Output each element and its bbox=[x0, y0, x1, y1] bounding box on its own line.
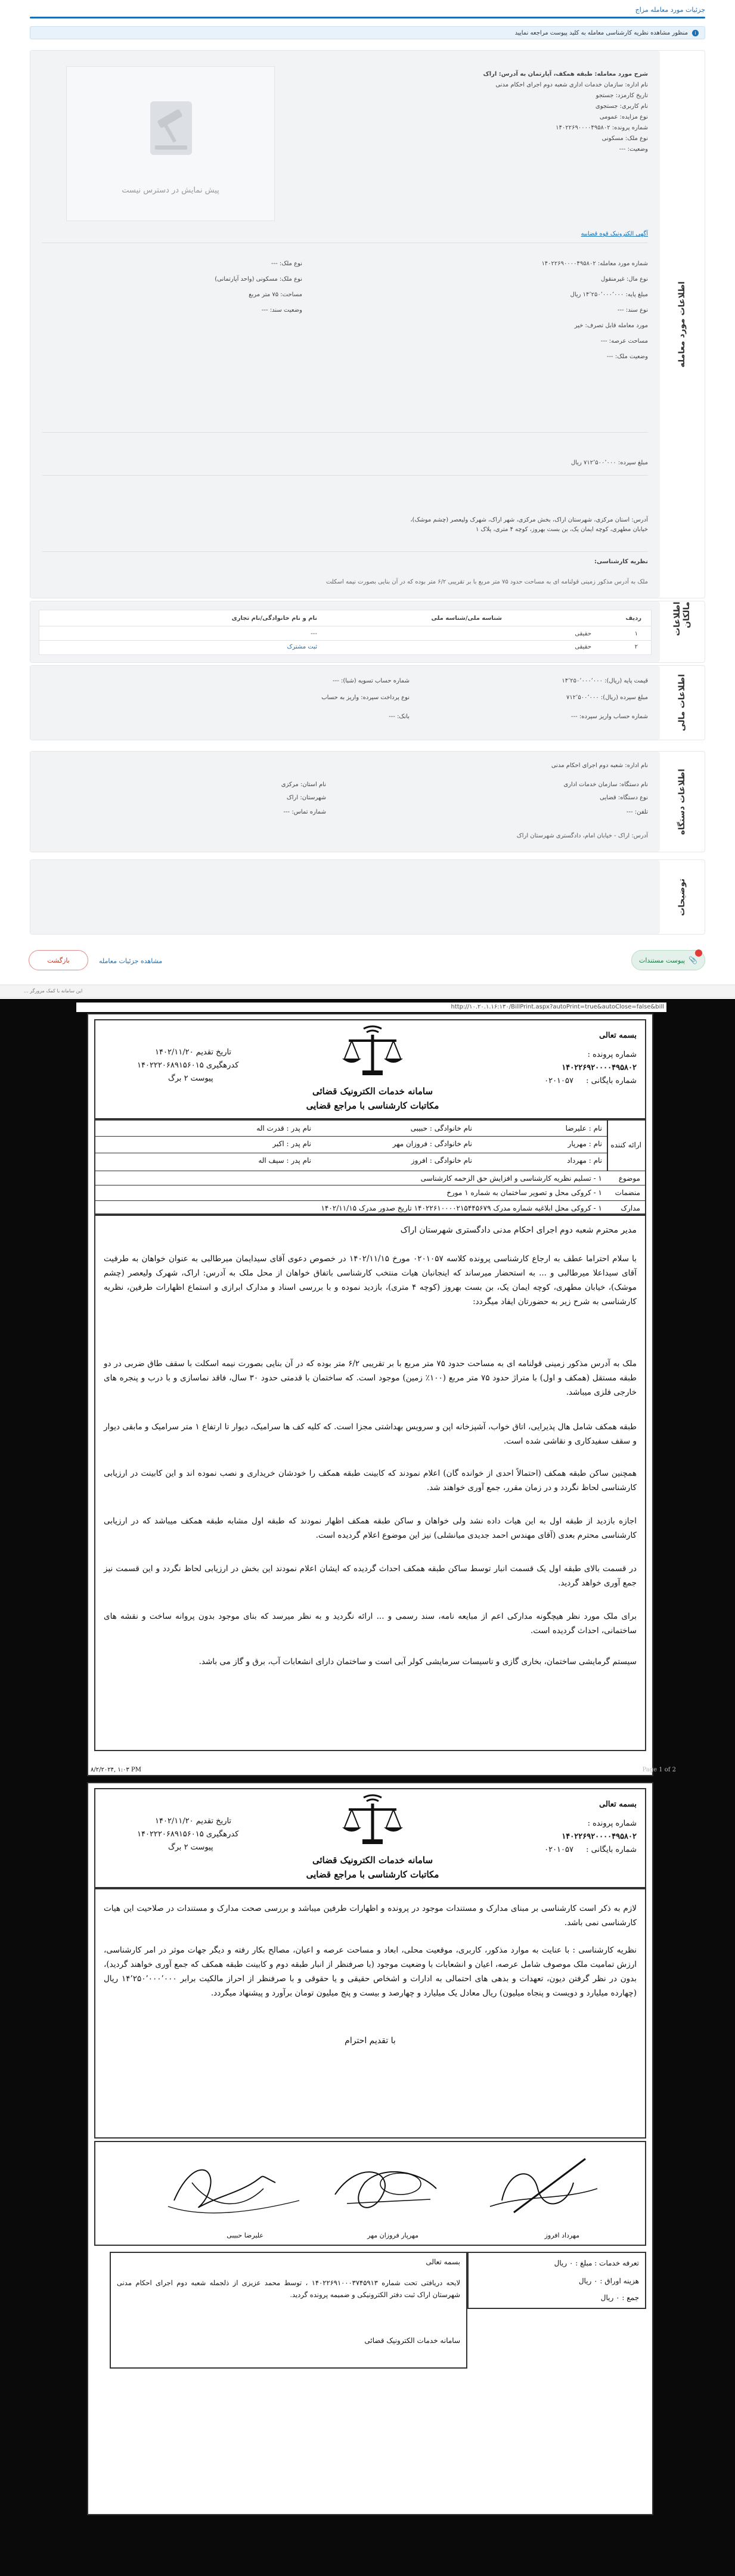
notice-text: منظور مشاهده نظریه کارشناسی معامله به کلید پیوست مراجعه نمایید bbox=[514, 30, 688, 36]
applicant-name: نام : علیرضا bbox=[565, 1124, 602, 1132]
case-number-label: شماره پرونده : bbox=[587, 1050, 637, 1059]
print-url: http://۱۰.۲۰.۱.۱۶:۱۳۰/BillPrint.aspx?autoPrint=true&autoClose=false&bill bbox=[451, 1004, 664, 1010]
trade-field: مساحت عرصه: --- bbox=[600, 338, 648, 344]
device-panel bbox=[30, 751, 705, 852]
signature-image bbox=[311, 2147, 466, 2224]
image-unavailable-text: پیش نمایش در دسترس نیست bbox=[122, 186, 219, 195]
summary-title: شرح مورد معامله: طبقه همکف، آپارتمان به آدرس: اراک bbox=[483, 71, 648, 77]
body-box-2 bbox=[94, 1888, 646, 2139]
tracking-code: کدرهگیری ۱۴۰۲۲۲۰۶۸۹۱۵۶۰۱۵ bbox=[137, 1830, 239, 1839]
attachment-badge-icon bbox=[695, 949, 702, 957]
device-address: آدرس: اراک - خیابان امام، دادگستری شهرستان اراک bbox=[516, 833, 648, 839]
trade-info-panel bbox=[30, 50, 705, 598]
body-paragraph: در قسمت بالای طبقه اول یک قسمت انبار توسط ساکن طبقه همکف احداث گردیده که ایشان اعلام نمودند این بخش در ارزیابی لحاظ نگردد و این قسمت نیز جمع آوری خواهد گردید. bbox=[104, 1564, 637, 1588]
trade-field: شماره مورد معامله: ۱۴۰۲۲۶۹۰۰۰۰۴۹۵۸۰۲ bbox=[541, 260, 648, 267]
trade-field: مساحت: ۷۵ متر مربع bbox=[249, 291, 302, 298]
signatures-box bbox=[94, 2141, 646, 2246]
owners-cell: ۲ bbox=[634, 644, 638, 650]
expert-label: نظریه کارشناسی: bbox=[594, 558, 648, 565]
trade-field: نوع ملک: --- bbox=[271, 260, 302, 267]
signer-name: مهرداد افروز bbox=[544, 2232, 579, 2239]
fee-line: تعرفه خدمات : مبلغ : ۰ ریال bbox=[554, 2259, 639, 2267]
docs-text: ۱ - کروکی محل ابلاغیه شماره مدرک ۱۴۰۲۲۶۱۰۰۰۰۲۱۵۴۴۵۶۷۹ تاریخ صدور مدرک ۱۴۰۲/۱۱/۱۵ bbox=[321, 1204, 602, 1212]
trade-info-body bbox=[30, 51, 660, 598]
applicant-father: نام پدر : سیف اله bbox=[258, 1156, 311, 1165]
summary-line: شماره پرونده: ۱۴۰۲۲۶۹۰۰۰۰۴۹۵۸۰۲ bbox=[556, 125, 648, 131]
org-name: سامانه خدمات الکترونیک قضائی bbox=[312, 1086, 433, 1097]
page-timestamp: ۸/۲/۲۰۲۴, ۱:۰۳ PM bbox=[91, 1767, 141, 1773]
fee-line: هزینه اوراق : ۰ ریال bbox=[578, 2277, 639, 2285]
owners-link[interactable]: ثبت مشترک bbox=[287, 644, 317, 650]
docs-label: مدارک bbox=[621, 1204, 640, 1212]
body-paragraph: لازم به ذکر است کارشناسی بر مبنای مدارک و مستندات موجود در پرونده و اظهارات طرفین میباشد و بررسی صحت مدارک و مستندات در صلاحیت این هیات کارشناسی نمی باشد. bbox=[104, 1904, 637, 1928]
device-field: شهرستان: اراک bbox=[286, 794, 326, 801]
owners-cell: حقیقی bbox=[575, 644, 591, 650]
body-paragraph: ملک به آدرس مذکور زمینی قولنامه ای به مساحت حدود ۷۵ متر مربع با بر تقریبی ۶/۲ متر بوده که در آن بنایی بصورت نیمه اسکلت با سقف طاق ضربی در دو طبقه مستقل (همکف و اول) با متراژ حدود ۷۵ متر مربع (۱۰۰٪ زمین) موجود است. که ساختمان با قدمتی حدود ۳۰ سال، فاقد نماسازی و با درب و پنجره های خارجی فلزی میباشد. bbox=[104, 1359, 637, 1397]
applicant-family: نام خانوادگی : فروزان مهر bbox=[392, 1140, 472, 1148]
document-page-2 bbox=[87, 1782, 653, 2515]
scales-of-justice-icon bbox=[340, 1793, 405, 1846]
archive-label: شماره بایگانی : bbox=[586, 1076, 637, 1085]
applicant-name: نام : مهرپار bbox=[567, 1140, 602, 1148]
applicant-family: نام خانوادگی : حبیبی bbox=[410, 1124, 472, 1132]
body-box-1 bbox=[94, 1215, 646, 1751]
receipt-basmala: بسمه تعالی bbox=[426, 2258, 460, 2266]
finance-field: قیمت پایه (ریال): ۱۴٬۲۵۰٬۰۰۰٬۰۰۰ bbox=[562, 678, 648, 684]
applicants-box bbox=[94, 1119, 646, 1215]
finance-field: مبلغ سپرده (ریال): ۷۱۲٬۵۰۰٬۰۰۰ bbox=[566, 694, 648, 701]
submit-date: تاریخ تقدیم ۱۴۰۲/۱۱/۲۰ bbox=[155, 1048, 232, 1057]
browser-strip bbox=[0, 985, 735, 998]
finance-field: نوع پرداخت سپرده: واریز به حساب bbox=[321, 694, 410, 701]
attachments-label: منضمات bbox=[615, 1188, 640, 1197]
basmala: بسمه تعالی bbox=[599, 1800, 637, 1809]
org-name: سامانه خدمات الکترونیک قضائی bbox=[312, 1855, 433, 1866]
device-field: تلفن: --- bbox=[626, 809, 648, 815]
trade-field: وضعیت سند: --- bbox=[261, 307, 302, 314]
description-panel bbox=[30, 859, 705, 935]
owners-cell: حقیقی bbox=[575, 631, 591, 637]
finance-field: بانک: --- bbox=[389, 713, 410, 720]
device-field: نام استان: مرکزی bbox=[281, 781, 326, 788]
print-url-header bbox=[76, 1003, 666, 1012]
body-paragraph: برای ملک مورد نظر هیچگونه مدارکی اعم از مبایعه نامه، سند رسمی و ... ارائه نگردید و به نظر میرسد که بنای موجود بدون پروانه ساخت و نقشه های ساختمانی، احداث گردیده است. bbox=[104, 1612, 637, 1635]
device-field: نوع دستگاه: قضایی bbox=[600, 794, 648, 801]
scales-of-justice-icon bbox=[340, 1024, 405, 1078]
submit-date: تاریخ تقدیم ۱۴۰۲/۱۱/۲۰ bbox=[155, 1817, 232, 1826]
body-paragraph: نظریه کارشناسی : با عنایت به موارد مذکور، کاربری، موقعیت محلی، ابعاد و مساحت عرصه و اعیان، مصالح بکار رفته و دیگر جهات موثر در امر کارشناسی، ارزش تمامیت ملک موصوف شامل عرصه، اعیان و انشعابات با وضعیت موجود (با صرفنظر از انبار طبقه دوم و کابینت طبقه همکف که جمع آوری خواهند گردید)، بدون در نظر گرفتن دیون، تعهدات و بدهی های احتمالی به ادارات و اشخاص حقیقی و یا حقوقی و با صرفنظر از احراز مالکیت برابر ۱۴٬۲۵۰٬۰۰۰٬۰۰۰ ریال (چهارده میلیارد و دویست و پنجاه میلیون) ریال معادل یک میلیارد و چهارصد و بیست و پنج میلیون تومان برآورد و پیشنهاد میگردد. bbox=[104, 1945, 637, 1998]
device-field: نام اداره: شعبه دوم اجرای احکام مدنی bbox=[551, 762, 648, 769]
summary-subtitle: نام اداره: سازمان خدمات اداری شعبه دوم اجرای احکام مدنی bbox=[495, 82, 648, 88]
org-subtitle: مکاتبات کارشناسی با مراجع قضایی bbox=[306, 1100, 439, 1111]
owners-body bbox=[30, 601, 660, 662]
trade-field: نوع مال: غیرمنقول bbox=[601, 276, 648, 283]
summary-line: نام کاربری: جستجوی bbox=[595, 103, 648, 110]
browser-strip-text: این سامانه با کمک مرورگر ... bbox=[24, 988, 83, 994]
subject-label: موضوع bbox=[618, 1174, 640, 1183]
summary-line: نوع مزایده: عمومی bbox=[599, 114, 648, 120]
owners-label: اطلاعات مالکان bbox=[672, 601, 691, 636]
applicant-father: نام پدر : اکبر bbox=[272, 1140, 311, 1148]
deposit-field: مبلغ سپرده: ۷۱۲٬۵۰۰٬۰۰۰ ریال bbox=[570, 460, 648, 466]
device-body bbox=[30, 752, 660, 852]
addressee: مدیر محترم شعبه دوم اجرای احکام مدنی دادگستری شهرستان اراک bbox=[400, 1225, 637, 1235]
signature-image bbox=[156, 2147, 311, 2224]
attachments-text: ۱ - کروکی محل و تصویر ساختمان به شماره ۱ مورخ bbox=[446, 1188, 602, 1197]
summary-line: وضعیت: --- bbox=[619, 146, 648, 153]
finance-field: شماره حساب واریز سپرده: --- bbox=[570, 713, 648, 720]
applicant-label: ارائه کننده bbox=[610, 1141, 641, 1149]
info-icon: i bbox=[692, 30, 699, 36]
applicant-family: نام خانوادگی : افروز bbox=[411, 1156, 472, 1165]
trade-field: وضعیت ملک: --- bbox=[606, 353, 648, 360]
attachment-count: پیوست ۲ برگ bbox=[168, 1843, 213, 1852]
subject-text: ۱ - تسلیم نظریه کارشناسی و افزایش حق الزحمه کارشناسی bbox=[420, 1174, 602, 1183]
divider bbox=[42, 475, 648, 476]
closing-line: با تقدیم احترام bbox=[345, 2036, 396, 2046]
device-label: اطلاعات دستگاه bbox=[677, 768, 687, 835]
applicant-name: نام : مهرداد bbox=[567, 1156, 602, 1165]
attachments-button[interactable]: 📎 پیوست مستندات bbox=[631, 950, 705, 970]
notice-bar bbox=[30, 26, 705, 39]
attachment-count: پیوست ۲ برگ bbox=[168, 1074, 213, 1083]
document-page-1 bbox=[87, 1013, 676, 1776]
body-paragraph: با سلام احتراما عطف به ارجاع کارشناسی پرونده کلاسه ۰۲۰۱۰۵۷ مورخ ۱۴۰۲/۱۱/۱۵ در خصوص دعوی آقای سیدایمان میرطالبی به عنوان خواهان به طرفیت آقای سیداعلا میرطالبی و ... به استحضار میرساند که اینجانبان هیات منتخب کارشناسی باتفاق خواهان از محل ملک به آدرس: اراک، شهرک ولیعصر (چشم موشک)، خیابان مطهری، کوچه ایمان یک، بن بست بهروز (کوچه ۴ متری)، بازدید نموده و با بررسی اسناد و مدارک ابرازی و استماع اظهارات طرفین، نظریه کارشناسی به شرح زیر به حضورتان ایفاد میگردد: bbox=[104, 1254, 637, 1306]
breadcrumb[interactable]: جزئیات مورد معامله مزاج bbox=[635, 6, 705, 14]
description-body bbox=[30, 860, 660, 934]
receipt-org: سامانه خدمات الکترونیک قضائی bbox=[364, 2336, 460, 2345]
fees-box bbox=[467, 2252, 646, 2309]
case-number: ۱۴۰۲۲۶۹۲۰۰۰۰۴۹۵۸۰۲ bbox=[562, 1832, 637, 1841]
applicants-col-label bbox=[607, 1121, 645, 1171]
fee-line: جمع : ۰ ریال bbox=[600, 2293, 639, 2302]
basmala: بسمه تعالی bbox=[599, 1031, 637, 1040]
receipt-text: لایحه دریافتی تحت شماره ۱۴۰۲۲۶۹۱۰۰۰۳۷۴۵۹۱۳ ، توسط محمد عزیزی از ذلجمله شعبه دوم اجرای احکام مدنی شهرستان اراک ثبت دفتر الکترونیکی و ضمیمه پرونده گردید. bbox=[117, 2279, 460, 2299]
device-field: شماره تماس: --- bbox=[283, 809, 326, 815]
page-marker: Page 1 of 2 bbox=[642, 1767, 676, 1773]
owners-col-header: شناسه ملی/شناسه ملی bbox=[431, 615, 502, 622]
body-paragraph: سیستم گرمایشی ساختمان، بخاری گازی و تاسیسات سرمایشی کولر آبی است و ساختمان دارای انشعابات آب، برق و گاز می باشد. bbox=[199, 1657, 637, 1666]
divider bbox=[39, 640, 651, 641]
divider bbox=[95, 1200, 645, 1201]
paperclip-icon: 📎 bbox=[689, 956, 698, 964]
trade-field: نوع سند: --- bbox=[617, 307, 648, 314]
gavel-icon bbox=[144, 97, 198, 162]
owners-panel bbox=[30, 601, 705, 663]
trade-field: مورد معامله قابل تصرف: خیر bbox=[574, 322, 648, 329]
signer-name: مهرپار فروزان مهر bbox=[367, 2232, 418, 2239]
tracking-code: کدرهگیری ۱۴۰۲۲۲۰۶۸۹۱۵۶۰۱۵ bbox=[137, 1061, 239, 1070]
owners-table bbox=[39, 610, 652, 655]
org-subtitle: مکاتبات کارشناسی با مراجع قضایی bbox=[306, 1869, 439, 1880]
applicant-father: نام پدر : قدرت اله bbox=[256, 1124, 311, 1132]
receipt-box bbox=[110, 2252, 467, 2369]
summary-image-placeholder bbox=[66, 66, 275, 221]
view-details-link[interactable]: مشاهده جزئیات معامله bbox=[99, 957, 163, 965]
page-header bbox=[0, 0, 735, 15]
trade-info-label: اطلاعات مورد معامله bbox=[677, 281, 687, 368]
signature-image bbox=[466, 2147, 621, 2224]
description-label: توضیحات bbox=[677, 878, 687, 916]
archive-label: شماره بایگانی : bbox=[586, 1845, 637, 1854]
owners-col-header: نام و نام خانوادگی/نام تجاری bbox=[231, 615, 317, 622]
body-paragraph: همچنین ساکن طبقه همکف (احتمالاً احدی از خوانده گان) اعلام نمودند که کابینت طبقه همکف را خودشان خریداری و نصب نموده اند و این کابینت در ارزیابی کارشناسی لحاظ نگردد و در زمان مقرر، جمع آوری خواهند شد. bbox=[104, 1469, 637, 1492]
owners-cell: ۱ bbox=[634, 631, 638, 637]
case-number: ۱۴۰۲۲۶۹۲۰۰۰۰۴۹۵۸۰۲ bbox=[562, 1063, 637, 1072]
finance-panel bbox=[30, 665, 705, 740]
archive-number: ۰۲۰۱۰۵۷ bbox=[544, 1845, 573, 1854]
address-field: آدرس: استان مرکزی، شهرستان اراک، بخش مرکزی، شهر اراک، شهرک ولیعصر (چشم موشک)، خیابان مطهری، کوچه ایمان یک، بن بست بهروز، کوچه ۴ متری، پلاک ۱ bbox=[410, 517, 648, 533]
signer-name: علیرضا حبیبی bbox=[227, 2232, 263, 2239]
body-paragraph: طبقه همکف شامل هال پذیرایی، اتاق خواب، آشپزخانه اپن و سرویس بهداشتی مجزا است. که کلیه کف ها سرامیک، دیوار تا ارتفاع ۱ متر سرامیک و مابقی دیوار و سقف سفیدکاری و نقاشی شده است. bbox=[104, 1422, 637, 1446]
trade-field: نوع ملک: مسکونی (واحد آپارتمانی) bbox=[215, 276, 302, 283]
doc-header-box bbox=[94, 1019, 646, 1119]
summary-line: نوع ملک: مسکونی bbox=[601, 135, 648, 142]
body-paragraph: اجازه بازدید از طبقه اول به این هیات داده نشد ولی خواهان و ساکن طبقه همکف اظهار نمودند که طبقه اول مشابه طبقه همکف میباشد که در ارزیابی کارشناسی محترم بعدی (آقای مهندس احمد جدیدی میانشلی) نیز این موضوع اعلام گردیده است. bbox=[104, 1516, 637, 1540]
summary-line: تاریخ کارمزد: جستجو bbox=[596, 92, 648, 99]
owners-cell: --- bbox=[311, 631, 317, 637]
owners-col-header: ردیف bbox=[625, 615, 641, 622]
judiciary-ad-link[interactable]: آگهی الکترونیک قوه قضاییه bbox=[581, 231, 648, 237]
device-field: نام دستگاه: سازمان خدمات اداری bbox=[563, 781, 648, 788]
doc-header-box-2 bbox=[94, 1788, 646, 1888]
divider bbox=[95, 1136, 607, 1137]
divider bbox=[42, 432, 648, 433]
trade-field: مبلغ پایه: ۱۴٬۲۵۰٬۰۰۰٬۰۰۰ ریال bbox=[570, 291, 648, 298]
header-rule bbox=[30, 17, 705, 18]
finance-field: شماره حساب تسویه (شبا): --- bbox=[332, 678, 410, 684]
divider bbox=[42, 551, 648, 552]
archive-number: ۰۲۰۱۰۵۷ bbox=[544, 1076, 573, 1085]
expert-summary: ملک به آدرس مذکور زمینی قولنامه ای به مساحت حدود ۷۵ متر مربع با بر تقریبی ۶/۲ متر بوده که در آن بنایی بصورت نیمه اسکلت bbox=[325, 579, 648, 585]
finance-body bbox=[30, 666, 660, 740]
finance-label: اطلاعات مالی bbox=[677, 674, 687, 731]
back-button[interactable]: بازگشت bbox=[29, 950, 88, 970]
case-number-label: شماره پرونده : bbox=[587, 1819, 637, 1828]
